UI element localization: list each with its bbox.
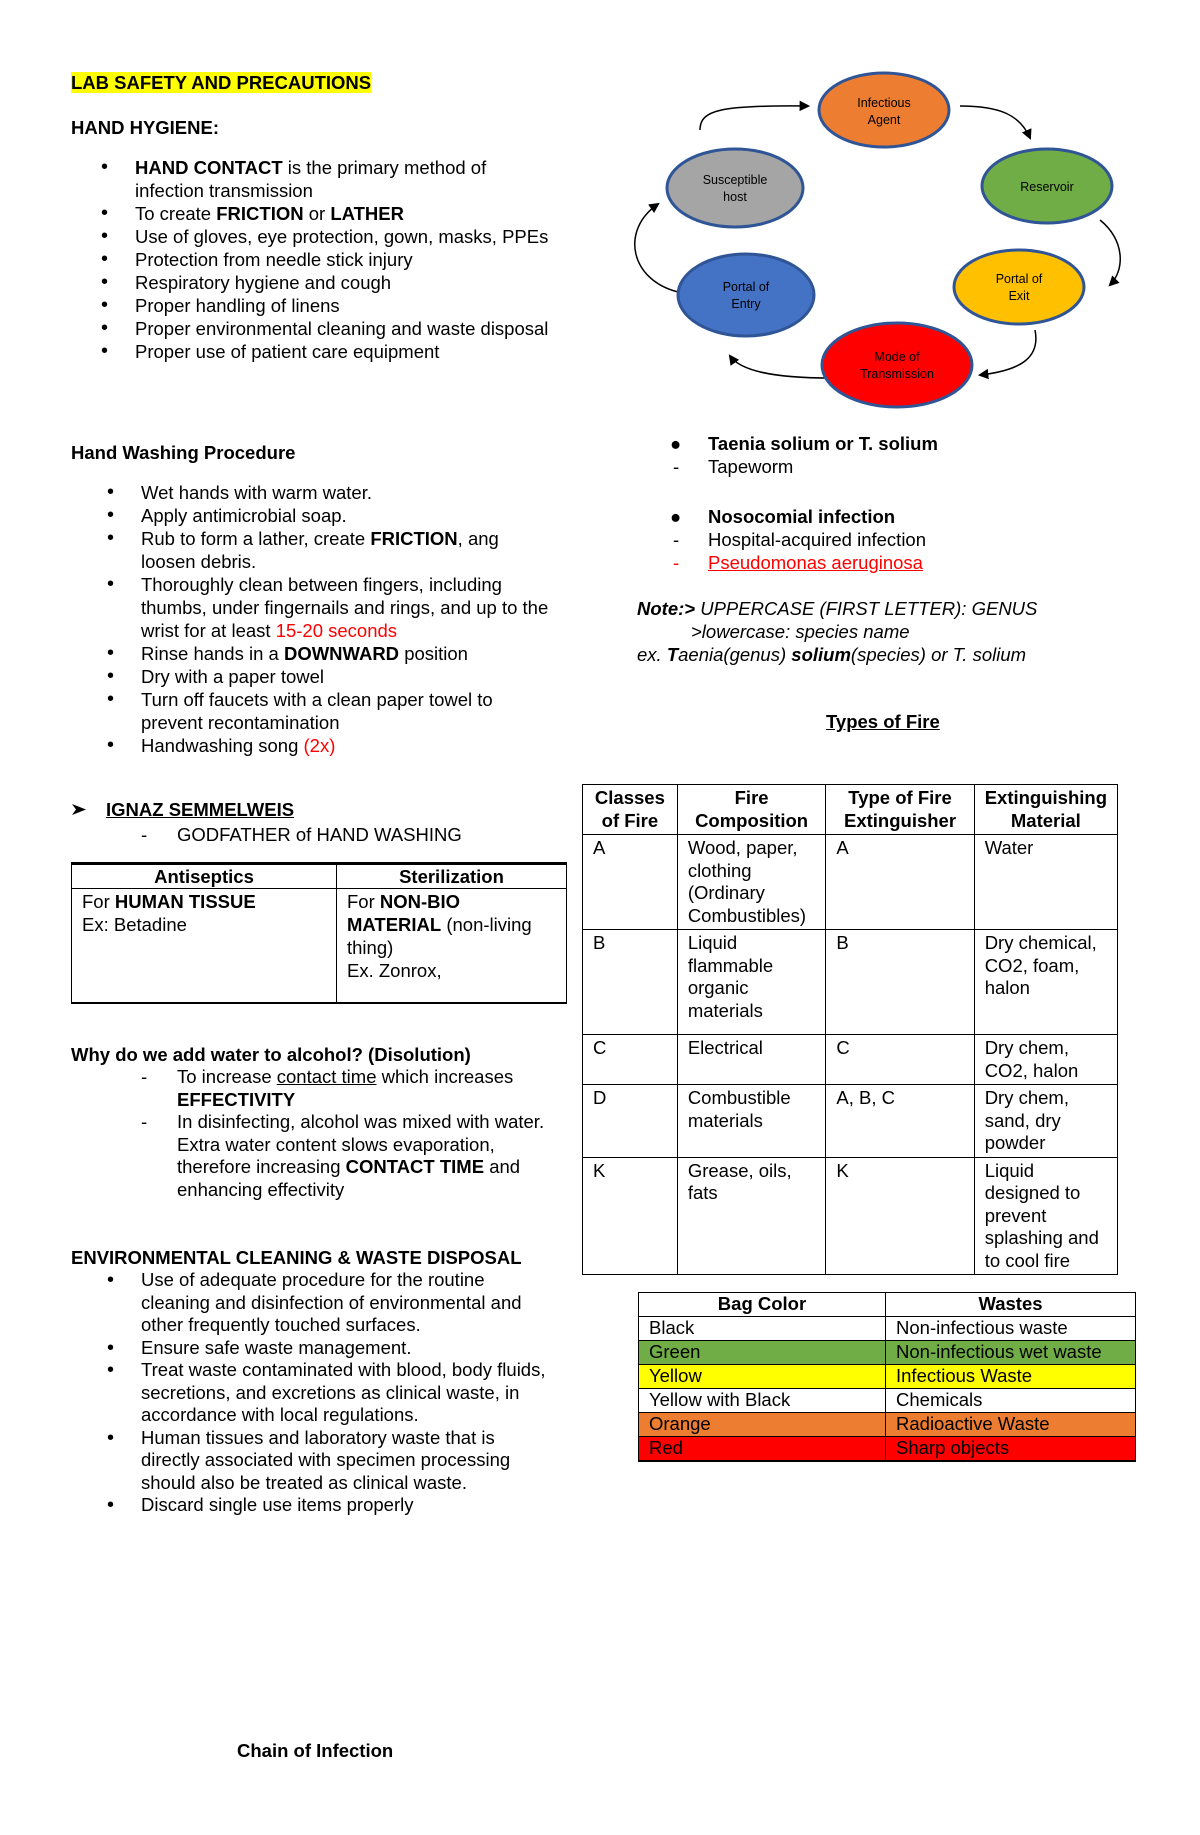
list-item: - GODFATHER of HAND WASHING — [71, 823, 551, 846]
list-item: • To create FRICTION or LATHER — [71, 202, 551, 225]
nosocomial-item: ● Nosocomial infection — [670, 506, 896, 527]
list-item: - To increase contact time which increases EFFECTIVITY — [71, 1066, 551, 1111]
arrowhead-bullet-icon — [71, 803, 87, 816]
hand-hygiene-list — [71, 156, 551, 363]
list-item: - In disinfecting, alcohol was mixed with water. Extra water content slows evaporation, therefore increasing CONTACT TIME and enhancing effectivity — [71, 1111, 551, 1201]
node-label: Portal of — [722, 280, 770, 294]
water-alcohol-list — [71, 1066, 551, 1201]
bullet-icon: ● — [670, 506, 682, 527]
table-row: K Grease, oils, fats K Liquid designed to prevent splashing and to cool fire — [583, 1157, 1118, 1275]
list-item: • Protection from needle stick injury — [71, 248, 551, 271]
table-row: Red Sharp objects — [639, 1437, 1136, 1462]
semmelweis-name: IGNAZ SEMMELWEIS — [106, 799, 295, 820]
table-row: Yellow Infectious Waste — [639, 1365, 1136, 1389]
node-mode-of-transmission — [822, 323, 972, 407]
env-list — [77, 1269, 557, 1517]
table-row: Black Non-infectious waste — [639, 1317, 1136, 1341]
hand-washing-list — [77, 481, 557, 757]
node-label: Portal of — [995, 272, 1043, 286]
table-row: B Liquid flammable organic materials B Dry chemical, CO2, foam, halon — [583, 930, 1118, 1035]
node-portal-of-entry — [678, 254, 814, 336]
node-label: Mode of — [874, 350, 920, 364]
list-item: • Proper use of patient care equipment — [71, 340, 551, 363]
bag-header: Wastes — [886, 1293, 1136, 1317]
fire-types-table — [582, 784, 1118, 1275]
antiseptics-header: Antiseptics — [72, 864, 337, 889]
list-item: • Apply antimicrobial soap. — [77, 504, 557, 527]
hand-washing-heading: Hand Washing Procedure — [71, 442, 296, 463]
sterilization-header: Sterilization — [337, 864, 567, 889]
list-item: • Human tissues and laboratory waste that is directly associated with specimen processing should also be treated as clinical waste. — [77, 1427, 557, 1495]
page-title — [71, 71, 371, 94]
list-item: • Dry with a paper towel — [77, 665, 557, 688]
node-label: Susceptible — [702, 173, 768, 187]
node-susceptible-host — [667, 149, 803, 227]
list-item: • Proper handling of linens — [71, 294, 551, 317]
list-item: • Turn off faucets with a clean paper towel to prevent recontamination — [77, 688, 557, 734]
node-label: Agent — [867, 113, 901, 127]
chain-arrow — [980, 330, 1036, 375]
water-alcohol-heading: Why do we add water to alcohol? (Disolution) — [71, 1044, 471, 1065]
list-item: • Proper environmental cleaning and waste disposal — [71, 317, 551, 340]
chain-arrow — [960, 106, 1030, 138]
chain-arrow — [730, 356, 830, 378]
chain-caption: Chain of Infection — [237, 1740, 394, 1761]
list-item: • Respiratory hygiene and cough — [71, 271, 551, 294]
chain-arrow — [700, 106, 808, 130]
table-row: C Electrical C Dry chem, CO2, halon — [583, 1035, 1118, 1085]
node-label: Transmission — [860, 367, 934, 381]
page-title-text: LAB SAFETY AND PRECAUTIONS — [71, 72, 372, 93]
list-item: • Thoroughly clean between fingers, including thumbs, under fingernails and rings, and up to the wrist for at least 15-20 seconds — [77, 573, 557, 642]
fire-header: Extinguishing Material — [974, 785, 1117, 835]
table-row: Orange Radioactive Waste — [639, 1413, 1136, 1437]
node-infectious-agent — [819, 73, 949, 147]
node-reservoir — [982, 149, 1112, 223]
chain-arrow — [1100, 220, 1120, 285]
list-item: • Rub to form a lather, create FRICTION, ang loosen debris. — [77, 527, 557, 573]
antiseptics-table — [71, 862, 567, 1004]
table-row: Yellow with Black Chemicals — [639, 1389, 1136, 1413]
table-row: D Combustible materials A, B, C Dry chem, sand, dry powder — [583, 1085, 1118, 1158]
list-item: • Use of adequate procedure for the routine cleaning and disinfection of environmental and other frequently touched surfaces. — [77, 1269, 557, 1337]
node-label: host — [723, 190, 747, 204]
hand-hygiene-heading: HAND HYGIENE: — [71, 117, 220, 138]
list-item: • HAND CONTACT is the primary method of infection transmission — [71, 156, 551, 202]
semmelweis-desc-list — [71, 823, 551, 846]
table-row: A Wood, paper, clothing (Ordinary Combustibles) A Water — [583, 835, 1118, 930]
node-label: Reservoir — [1020, 180, 1074, 194]
node-label: Exit — [1008, 289, 1030, 303]
chain-of-infection-diagram — [620, 70, 1140, 410]
bag-header: Bag Color — [639, 1293, 886, 1317]
node-label: Entry — [731, 297, 761, 311]
organism-notes — [660, 432, 1140, 574]
list-item: • Ensure safe waste management. — [77, 1337, 557, 1360]
list-item: • Rinse hands in a DOWNWARD position — [77, 642, 557, 665]
bag-color-table — [638, 1292, 1136, 1462]
taenia-item: ● Taenia solium or T. solium — [670, 433, 938, 454]
fire-header: Fire Composition — [677, 785, 826, 835]
node-label: Infectious — [857, 96, 911, 110]
node-portal-of-exit — [954, 250, 1084, 324]
nosocomial-desc: - Hospital-acquired infection — [673, 529, 927, 550]
taenia-desc: - Tapeworm — [673, 456, 794, 477]
table-row: Green Non-infectious wet waste — [639, 1341, 1136, 1365]
antiseptics-cell: For HUMAN TISSUE Ex: Betadine — [72, 889, 337, 1003]
fire-header: Classes of Fire — [583, 785, 678, 835]
list-item: • Handwashing song (2x) — [77, 734, 557, 757]
sterilization-cell: For NON-BIO MATERIAL (non-living thing) Ex. Zonrox, — [337, 889, 567, 1003]
bullet-icon: ● — [670, 433, 682, 454]
list-item: • Discard single use items properly — [77, 1494, 557, 1517]
list-item: • Treat waste contaminated with blood, body fluids, secretions, and excretions as clinical waste, in accordance with local regulations. — [77, 1359, 557, 1427]
chain-arrow — [635, 204, 678, 292]
fire-header: Type of Fire Extinguisher — [826, 785, 974, 835]
nosocomial-example: - Pseudomonas aeruginosa — [673, 552, 923, 573]
genus-note: Note:> UPPERCASE (FIRST LETTER): GENUS >lowercase: species name ex. Taenia(genus) solium(species) or T. solium — [637, 598, 1038, 665]
fire-title: Types of Fire — [826, 711, 940, 732]
list-item: • Wet hands with warm water. — [77, 481, 557, 504]
env-heading: ENVIRONMENTAL CLEANING & WASTE DISPOSAL — [71, 1247, 522, 1268]
list-item: • Use of gloves, eye protection, gown, masks, PPEs — [71, 225, 551, 248]
